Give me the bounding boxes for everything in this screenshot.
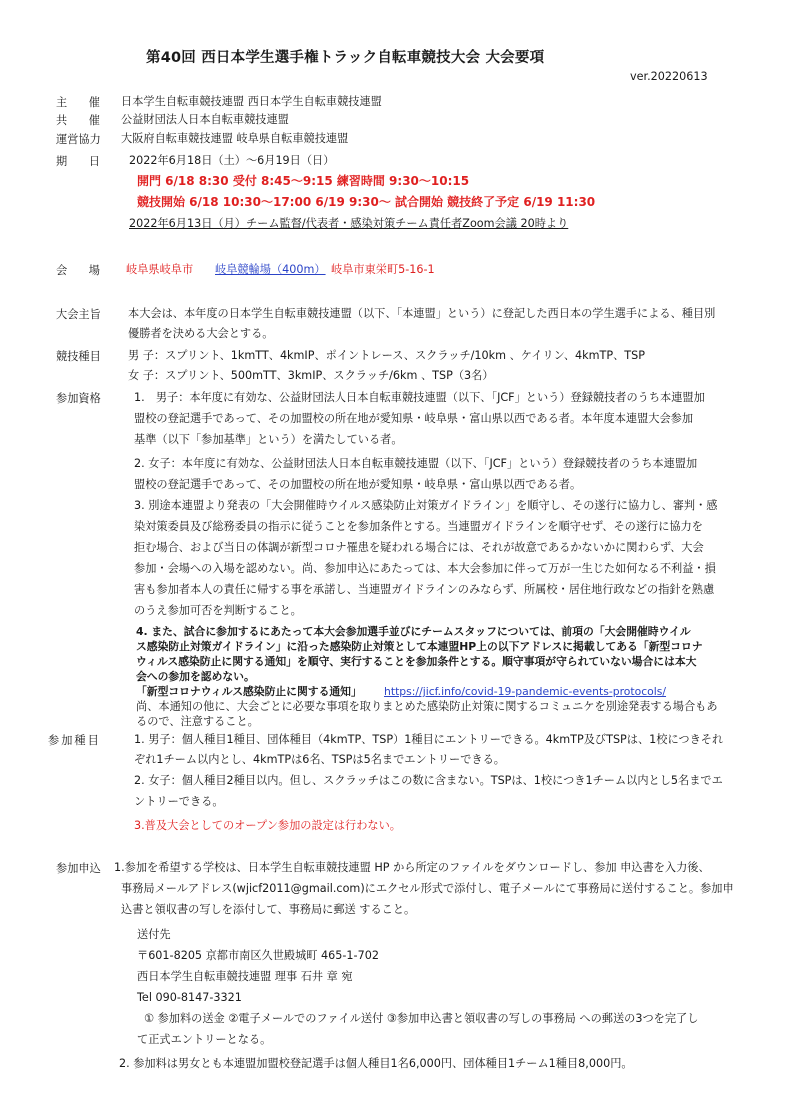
organizer-label: 主 催	[56, 96, 100, 109]
entries-line: 1. 男子：個人種目1種目、団体種目（4kmTP、TSP）1種目にエントリーできる。4kmTP及びTSPは、1校につきそれ	[134, 733, 724, 746]
eligibility-bold-line: 4. また、試合に参加するにあたって本大会参加選手並びにチームスタッフについては、前項の「大会開催時ウイル	[136, 625, 691, 638]
entries-line: 2. 女子：個人種目2種目以内。但し、スクラッチはこの数に含まない。TSPは、1校につき1チーム以内とし5名までエ	[134, 774, 723, 787]
phone-number: Tel 090-8147-3321	[137, 991, 242, 1004]
eligibility-line: 拒む場合、および当日の体調が新型コロナ罹患を疑われる場合には、それが故意であるかないかに関わらず、大会	[134, 541, 704, 554]
version-label: ver.20220613	[630, 70, 708, 83]
eligibility-line: 盟校の登記選手であって、その加盟校の所在地が愛知県・岐阜県・富山県以西である者。本年度本連盟大会参加	[134, 412, 694, 425]
completion-steps: て正式エントリーとなる。	[137, 1033, 272, 1046]
eligibility-line: 参加・会場への入場を認めない。尚、参加申込にあたっては、本大会参加に伴って万が一生じた如何なる不利益・損	[134, 562, 716, 575]
venue-city: 岐阜県岐阜市	[126, 263, 194, 276]
postal-address: 〒601-8205 京都市南区久世殿城町 465-1-702	[137, 949, 379, 962]
eligibility-line: 害も参加者本人の責任に帰する事を承諾し、当連盟ガイドラインのみならず、所属校・居住地行政などの指針を熟慮	[134, 583, 715, 596]
cooperation-value: 大阪府自転車競技連盟 岐阜県自転車競技連盟	[121, 132, 349, 145]
document-title: 第40回 西日本学生選手権トラック自転車競技大会 大会要項	[146, 50, 545, 66]
covid-notice-label: 「新型コロナウィルス感染防止に関する通知」	[136, 685, 362, 698]
send-to-label: 送付先	[137, 928, 171, 941]
events-men: 男 子：スプリント、1kmTT、4kmIP、ポイントレース、スクラッチ/10km 、ケイリン、4kmTP、TSP	[128, 349, 645, 362]
purpose-label: 大会主旨	[56, 308, 101, 321]
recipient-name: 西日本学生自転車競技連盟 理事 石井 章 宛	[137, 970, 353, 983]
eligibility-bold-line: 会への参加を認めない。	[136, 670, 255, 683]
eligibility-line: 1. 男子：本年度に有効な、公益財団法人日本自転車競技連盟（以下、「JCF」という）登録競技者のうち本連盟加	[134, 391, 705, 404]
venue-label: 会 場	[56, 264, 100, 277]
covid-notice-link[interactable]: https://jicf.info/covid-19-pandemic-events-protocols/	[384, 685, 667, 698]
eligibility-label: 参加資格	[56, 392, 101, 405]
dates-schedule-line1: 開門 6/18 8:30 受付 8:45～9:15 練習時間 9:30～10:15	[137, 174, 470, 188]
eligibility-line: 盟校の登記選手であって、その加盟校の所在地が愛知県・岐阜県・富山県以西である者。	[134, 478, 582, 491]
events-women: 女 子：スプリント、500mTT、3kmIP、スクラッチ/6km 、TSP（3名）	[128, 369, 494, 382]
entry-fee: 2. 参加料は男女とも本連盟加盟校登記選手は個人種目1名6,000円、団体種目1チーム1種目8,000円。	[119, 1057, 633, 1070]
purpose-line: 優勝者を決める大会とする。	[128, 327, 274, 340]
eligibility-line: 染対策委員及び総務委員の指示に従うことを参加条件とする。当連盟ガイドラインを順守せず、その遂行に協力を	[134, 520, 703, 533]
organizer-value: 日本学生自転車競技連盟 西日本学生自転車競技連盟	[121, 95, 382, 108]
dates-label: 期 日	[56, 155, 100, 168]
eligibility-line: のうえ参加可否を判断すること。	[134, 604, 302, 617]
co-organizer-value: 公益財団法人日本自転車競技連盟	[121, 113, 289, 126]
entries-line: ぞれ1チーム以内とし、4kmTPは6名、TSPは5名までエントリーできる。	[134, 753, 505, 766]
events-label: 競技種目	[56, 350, 101, 363]
eligibility-line: 3. 別途本連盟より発表の「大会開催時ウイルス感染防止対策ガイドライン」を順守し、その遂行に協力し、審判・感	[134, 499, 718, 512]
purpose-line: 本大会は、本年度の日本学生自転車競技連盟（以下、「本連盟」という）に登記した西日本の学生選手による、種目別	[128, 307, 716, 320]
completion-steps: ① 参加料の送金 ②電子メールでのファイル送付 ③参加申込書と領収書の写しの事務局 への郵送の3つを完了し	[144, 1012, 699, 1025]
application-label: 参加申込	[56, 862, 101, 875]
entries-label: 参加種目	[48, 734, 101, 747]
cooperation-label: 運営協力	[56, 133, 101, 146]
application-line: 込書と領収書の写しを添付して、事務局に郵送 すること。	[121, 903, 416, 916]
venue-address: 岐阜市東栄町5-16-1	[331, 263, 435, 276]
co-organizer-label: 共 催	[56, 114, 100, 127]
eligibility-note-line: るので、注意すること。	[136, 715, 259, 728]
eligibility-note-line: 尚、本通知の他に、大会ごとに必要な事項を取りまとめた感染防止対策に関するコミュニケを別途発表する場合もあ	[136, 700, 718, 713]
dates-value: 2022年6月18日（土）～6月19日（日）	[129, 154, 335, 167]
entries-open-note: 3.普及大会としてのオープン参加の設定は行わない。	[134, 819, 401, 832]
zoom-meeting-note: 2022年6月13日（月）チーム監督/代表者・感染対策チーム責任者Zoom会議 20時より	[129, 217, 569, 230]
entries-line: ントリーできる。	[134, 795, 224, 808]
application-line: 1.参加を希望する学校は、日本学生自転車競技連盟 HP から所定のファイルをダウンロードし、参加 申込書を入力後、	[114, 861, 710, 874]
dates-schedule-line2: 競技開始 6/18 10:30～17:00 6/19 9:30～ 試合開始 競技終了予定 6/19 11:30	[137, 195, 596, 209]
eligibility-bold-line: ウィルス感染防止に関する通知」を順守、実行することを参加条件とする。順守事項が守られていない場合には本大	[136, 655, 697, 668]
application-line: 事務局メールアドレス(wjicf2011@gmail.com)にエクセル形式で添付し、電子メールにて事務局に送付すること。参加申	[121, 882, 734, 895]
eligibility-line: 基準（以下「参加基準」という）を満たしている者。	[134, 433, 403, 446]
venue-track-link[interactable]: 岐阜競輪場（400m）	[215, 263, 326, 276]
eligibility-bold-line: ス感染防止対策ガイドライン」に沿った感染防止対策として本連盟HP上の以下アドレスに掲載してある「新型コロナ	[136, 640, 703, 653]
eligibility-line: 2. 女子：本年度に有効な、公益財団法人日本自転車競技連盟（以下、「JCF」という）登録競技者のうち本連盟加	[134, 457, 698, 470]
